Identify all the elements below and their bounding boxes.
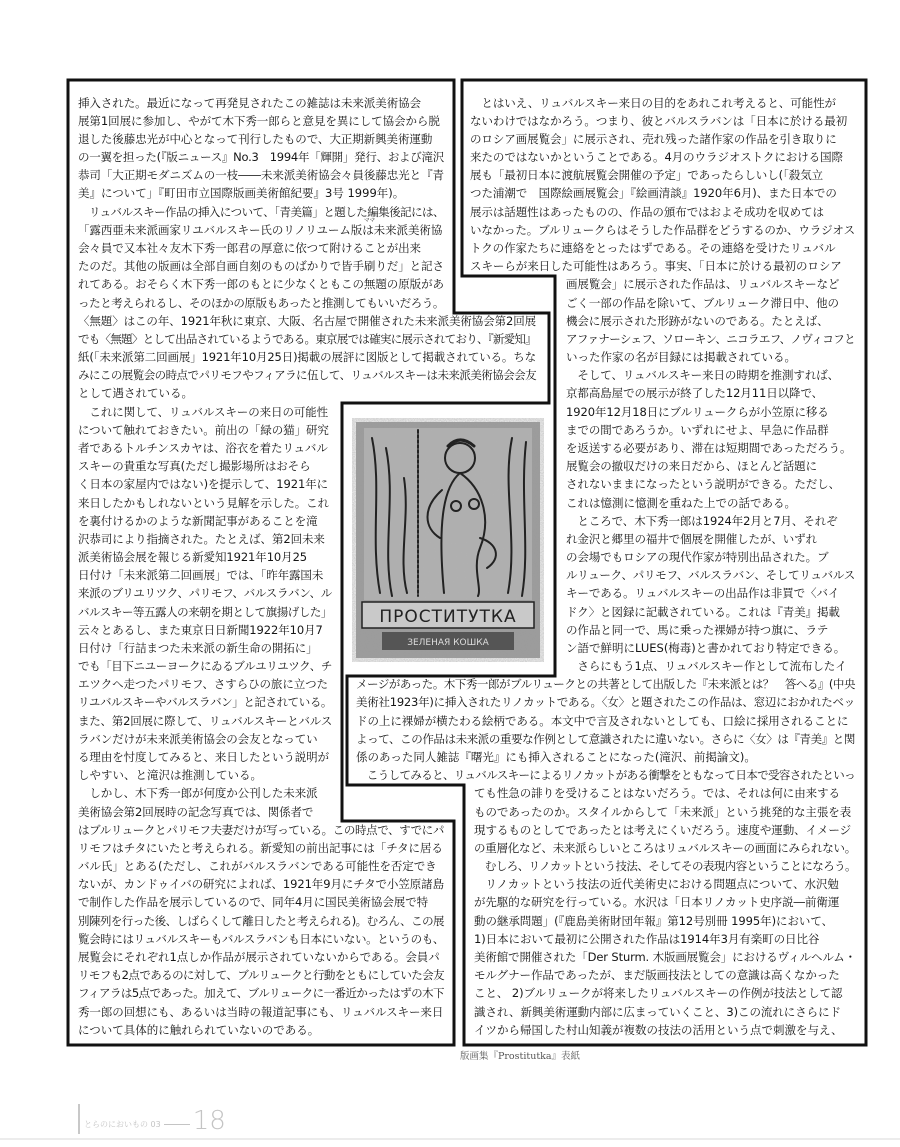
text-line: について触れておきたい。前出の「緑の猫」研究 [78,422,329,437]
text-line: 覧会時にはリュバルスキーもバルスラバンも日本にいない。というのも、 [78,931,444,946]
text-line: で制作した作品を展示しているので、同年4月に国民美術協会展で特 [78,895,429,910]
text-line: 沢恭司により指摘された。たとえば、第2回未来 [78,531,325,546]
text-line: これに関して、リュバルスキーの来日の可能性 [78,404,329,419]
text-line: ったと考えられるし、そのほかの原版もあったと推測してもいいだろう。 [78,295,444,310]
text-line: 会々員で又本社々友木下秀一郎君の厚意に依つて附けることが出来 [78,240,421,255]
text-line: ごく一部の作品を除いて、ブルリューク滞日中、他の [566,295,839,310]
ruby-annotation: ママ [364,217,376,224]
prostitutka-cover-image [352,418,544,662]
figure-caption: 版画集『Prostitutka』表紙 [460,1051,581,1062]
cover-title-lettering: ПРОСТИТУТКА [379,607,517,627]
text-line: の会場でもロシアの現代作家が特別出品された。ブ [566,550,829,564]
text-line: 別陳列を行った後、しばらくして離日したと考えられる)。むろん、この展 [78,913,444,928]
text-line: されないままになったという説明ができる。ただし、 [566,477,841,492]
text-line: リュバルスキー作品の挿入について、「青美篇」と題した編集後記には、 [78,204,444,219]
text-line: イツから帰国した村山知義が複数の技法の活用という点で刺激を与え、 [474,1022,843,1037]
text-line: 1)日本において最初に公開された作品は1914年3月有楽町の日比谷 [474,931,820,946]
text-line: 来日したかもしれないという見解を示した。これ [78,495,329,510]
text-line: バルスキー等五露人の来朝を期として旗揚げした」 [78,604,332,619]
text-line: として遇されている。 [78,386,193,401]
text-line: が先駆的な研究を行っている。水沢は「日本リノカット史序説―前衛運 [474,895,840,910]
text-line: 美術館で開催された「Der Sturm. 木版画展覧会」におけるヴィルヘルム・ [474,950,856,964]
text-line: 日付け「未来派第二回画展」では、「昨年露国未 [78,568,324,583]
text-line: 「露西亜未来派画家リユバルスキー氏のリノリユーム版は未来派美術協 [78,222,443,237]
text-line: ないわけではなかろう。つまり、彼とバルスラバンは「日本に於ける最初 [470,113,848,128]
text-line: みにこの展覧会の時点でパリモフやフィアラに伍して、リュバルスキーは未来派美術協会会友 [78,368,537,383]
text-line: でも〈無題〉として出品されているようである。東京展では確実に展示されており、『新愛知』 [78,331,536,346]
text-line: 者であるトルチンスカヤは、浴衣を着たリュバル [78,440,328,455]
text-line: 退した後藤忠光が中心となって刊行したもので、大正期新興美術運動 [78,131,433,146]
text-line: でも「目下ニユーヨークにゐるブルユリユツク、チ [78,659,333,674]
text-line: また、第2回展に際して、リュバルスキーとバルス [78,713,332,728]
text-line: スキーの貴重な写真(ただし撮影場所はおそら [78,459,311,474]
footer-dash [164,1124,190,1125]
text-line: モルグナー作品であったが、まだ版画技法としての意識は高くなかった [474,968,840,983]
text-line: むしろ、リノカットという技法、そしてその表現内容ということになろう。 [474,859,856,874]
text-line: を裏付けるかのような新聞記事があることを滝 [78,513,318,528]
text-line: れ金沢と郷里の福井で個展を開催したが、いずれ [566,531,817,546]
text-line: つた浦潮で 国際絵画展覧会」『絵画清談』1920年6月)、また日本での [470,186,837,201]
text-line: よって、この作品は未来派の重要な作例として意識されたに違いない。さらに〈女〉は『青美』と関 [356,731,855,746]
text-line: リユバルスキーやバルスラバン」と記されている。 [78,695,333,710]
text-line: 〈無題〉はこの年、1921年秋に東京、大阪、名古屋で開催された未来派美術協会第2回展 [78,313,537,328]
text-line: リノカットという技法の近代美術史における問題点について、水沢勉 [474,877,839,892]
text-line: 識され、新興美術運動内部に広まっていくこと、3)この流れにさらにド [474,1004,841,1019]
page-footer [78,1104,226,1134]
text-line: しやすい、と滝沢は推測している。 [78,768,262,783]
text-line: ドの上に裸婦が横たわる絵柄である。本文中で言及されないとしても、口絵に採用されることに [356,713,849,728]
text-line: く日本の家屋内ではない)を提示して、1921年に [78,477,329,492]
text-line: 紙(「未来派第二回画展」1921年10月25日)掲載の展評に図版として掲載されている。ちな [78,350,536,364]
text-line: いなかった。ブルリュークらはそうした作品群をどうするのか、ウラジオス [470,222,856,237]
text-line: の重層化など、未来派らしいところはリュバルスキーの画面にみられない。 [474,840,857,855]
text-line: 展覧会の撤収だけの来日だから、ほとんど話題に [566,459,817,474]
text-line: さらにもう1点、リュバルスキー作として流布したイ [566,659,847,674]
text-line: スキーらが来日した可能性はあろう。事実、「日本に於ける最初のロシア [470,259,842,274]
text-line: 日付け「行詰まつた未来派の新生命の開拓に」 [78,640,318,655]
text-line: 画展覧会」に展示された作品は、リュバルスキーなど [566,277,840,292]
text-line: ドク〉と図録に記載されている。これは『青美』掲載 [566,604,840,619]
text-line: メージがあった。木下秀一郎がブルリュークとの共著として出版した『未来派とは？ 答へる』(中央 [356,677,855,692]
text-line: 展覧会にそれぞれ1点しか作品が展示されていないからである。会員パ [78,950,440,964]
text-line: 来たのではないかということである。4月のウラジオストクにおける国際 [470,150,843,164]
text-line: の作品と同一で、馬に乗った裸婦が持つ旗に、ラテ [566,622,829,637]
bottom-rule [0,1138,900,1140]
text-line: 美術協会第2回展時の記念写真では、関係者で [78,804,314,819]
cover-subtitle-lettering: ЗЕЛЕНАЯ КОШКА [407,638,489,648]
text-line: こうしてみると、リュバルスキーによるリノカットがある衝撃をともなって日本で受容されたといっ [356,768,856,783]
text-line: ラバンだけが未来派美術協会の会友となってい [78,731,318,746]
text-line: を返送する必要があり、滞在は短期間であっただろう。 [566,440,852,455]
text-line: エツクへ走つたパリモフ、さすらひの旅に立つた [78,677,328,692]
text-line: 来派のブリユリツク、パリモフ、バルスラバン、ル [78,586,332,601]
text-line: 展第1回展に参加し、やがて木下秀一郎らと意見を異にして協会から脱 [78,113,440,128]
text-line: バル氏」とある(ただし、これがバルスラバンである可能性を否定でき [78,859,437,874]
text-line: のロシア画展覧会」に展示され、売れ残った諸作家の作品を引き取りに [470,131,837,146]
text-line: そして、リュバルスキー来日の時期を推測すれば、 [566,368,840,383]
text-line: 恭司「大正期モダニズムの一枝――未来派美術協会々員後藤忠光と『青 [78,168,444,183]
text-line: とはいえ、リュバルスキー来日の目的をあれこれ考えると、可能性が [470,95,836,110]
text-line: 云々とあるし、また東京日日新聞1922年10月7 [78,622,323,637]
text-line: トクの作家たちに連絡をとったはずである。その連絡を受けたリュバル [470,240,836,255]
text-line: 美術社1923年)に挿入されたリノカットである。〈女〉と題されたこの作品は、窓辺におかれたベッ [356,695,855,710]
text-line: ても性急の誹りを受けることはないだろう。では、それは何に由来する [474,786,840,801]
text-line: たのだ。其他の版画は全部自画自刻のものばかりで皆手刷りだ」と記さ [78,259,444,274]
text-line: 機会に展示された形跡がないのである。たとえば、 [566,313,829,328]
text-line: について具体的に触れられていないのである。 [78,1022,320,1037]
text-line: リモフも2点であるのに対して、ブルリュークと行動をともにしていた会友 [78,968,444,983]
text-line: キーである。リュバルスキーの出品作は非買で〈バイ [566,586,840,601]
text-line: ものであったのか。スタイルからして「未来派」という挑発的な主張を表 [474,804,852,819]
text-line: 美』について」『町田市立国際版画美術館紀要』3号 1999年)。 [78,186,405,201]
text-line: 派美術協会展を報じる新愛知1921年10月25 [78,550,308,564]
text-line: しかし、木下秀一郎が何度か公刊した未来派 [78,786,318,801]
text-line: の一翼を担った(『版ニュース』No.3 1994年「輝開」発行、および滝沢 [78,150,444,164]
text-line: アファナーシェフ、ソローキン、ニコラエフ、ノヴィコフと [566,331,855,346]
text-line: 展も「最初日本に渡航展覧会開催の予定」であったらしいし(「殺気立 [470,168,824,183]
text-line: までの間であろうか。いずれにせよ、早急に作品群 [566,422,829,437]
text-line: リモフはチタにいたと考えられる。新愛知の前出記事には「チタに居る [78,840,443,855]
text-line: これは憶測に憶測を重ねた上での話である。 [566,495,796,510]
text-line: 展示は話題性はあったものの、作品の頒布ではおよそ成功を収めては [470,204,824,219]
text-line: ルリューク、パリモフ、バルスラバン、そしてリュバルス [566,568,855,583]
text-line: 係のあった同人雑誌『曙光』にも挿入されることになった(滝沢、前掲論文)。 [356,750,756,764]
text-line: 現するものとしてであったとは考えにくいだろう。速度や運動、イメージ [474,822,852,837]
text-line: 1920年12月18日にブルリュークらが小笠原に移る [566,404,829,419]
text-line: 挿入された。最近になって再発見されたこの雑誌は未来派美術協会 [78,95,421,110]
text-line: れてある。おそらく木下秀一郎のもとに少なくともこの無題の原版があ [78,277,444,292]
text-line: 秀一郎の回想にも、あるいは当時の報道記事にも、リュバルスキー来日 [78,1004,444,1019]
page-number: 18 [192,1106,226,1136]
text-line: 京都高島屋での展示が終了した12月11日以降で、 [566,386,824,401]
text-line: こと、 2)ブルリュークが将来したリュバルスキーの作例が技法として認 [474,986,843,1001]
text-line: フィアラは5点であった。加えて、ブルリュークに一番近かったはずの木下 [78,986,445,1001]
text-line: はブルリュークとパリモフ夫妻だけが写っている。この時点で、すでにパ [78,822,445,837]
series-title: とらのにおいもの 03 [84,1120,161,1129]
text-line: ないが、カンドゥイバの研究によれば、1921年9月にチタで小笠原諸島 [78,877,444,892]
text-line: る理由を忖度してみると、来日したという説明が [78,750,329,764]
text-line: ところで、木下秀一郎は1924年2月と7月、それぞ [566,513,838,528]
text-line: ン語で鮮明にLUES(梅毒)と書かれており特定できる。 [566,640,846,655]
text-line: 動の継承問題」(『鹿島美術財団年報』第12号別冊 1995年)において、 [474,913,834,928]
text-line: いった作家の名が目録には掲載されている。 [566,350,796,364]
